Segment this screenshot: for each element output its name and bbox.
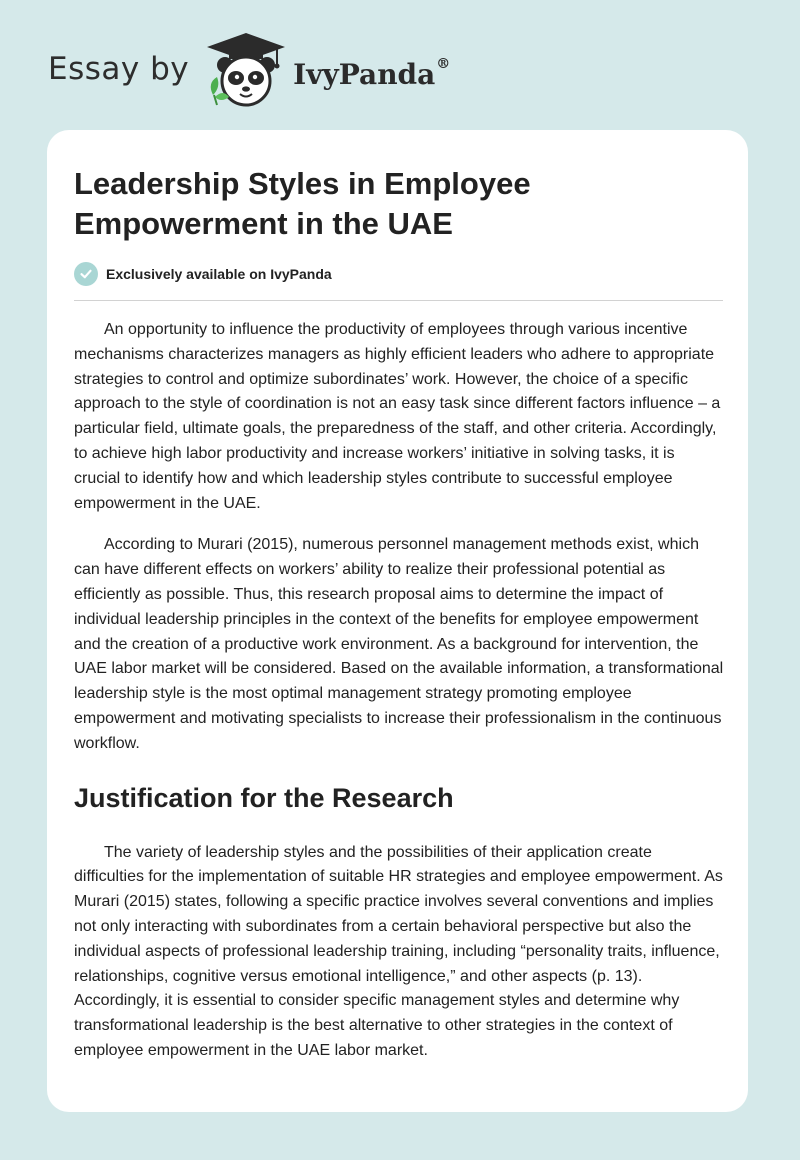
section-heading: Justification for the Research (74, 782, 454, 813)
essay-by-label: Essay by (48, 51, 190, 87)
site-header (48, 30, 450, 110)
paragraph-intro: An opportunity to influence the productivity of employees through various incentive mechanisms characterizes managers as highly efficient leaders who adhere to appropriate strategies to control and optimize subordinates’ work. However, the choice of a specific approach to the style of coordination is not an easy task since different factors influence – a particular field, ultimate goals, the preparedness of the staff, and other criteria. Accordingly, to achieve high labor productivity and increase workers’ initiative in solving tasks, it is crucial to identify how and which leadership styles contribute to successful employee empowerment in the UAE. (74, 321, 721, 512)
essay-content (74, 164, 724, 1064)
panda-graduation-cap-icon[interactable] (205, 31, 287, 109)
essay-card (47, 130, 748, 1112)
registered-mark: ® (436, 55, 451, 72)
exclusive-label: Exclusively available on IvyPanda (106, 266, 332, 282)
paragraph-background: According to Murari (2015), numerous personnel management methods exist, which can have different effects on workers’ ability to realize their professional potential as efficiently as possible. Thus, this research proposal aims to determine the impact of individual leadership principles in the context of the benefits for employee empowerment and the creation of a productive work environment. As a background for intervention, the UAE labor market will be considered. Based on the available information, a transformational leadership style is the most optimal management strategy promoting employee empowerment and motivating specialists to increase their professionalism in the continuous workflow. (74, 536, 724, 752)
paragraph-justification: The variety of leadership styles and the possibilities of their application create difficulties for the implementation of suitable HR strategies and employee empowerment. As Murari (2015) states, following a specific practice involves several conventions and implies not only interacting with subordinates from a certain behavioral perspective but also the individual aspects of professional leadership training, including “personality traits, influence, relationships, cognitive versus emotional intelligence,” and other aspects (p. 13). Accordingly, it is essential to consider specific management styles and determine why transformational leadership is the best alternative to other strategies in the context of employee empowerment in the UAE labor market. (74, 843, 723, 1059)
check-icon (74, 262, 98, 286)
brand-name: IvyPanda (293, 57, 436, 91)
divider (74, 300, 723, 301)
essay-title: Leadership Styles in Employee Empowerment in the UAE (74, 166, 531, 241)
exclusive-notice (74, 262, 724, 286)
brand-logo-text[interactable] (293, 55, 451, 91)
